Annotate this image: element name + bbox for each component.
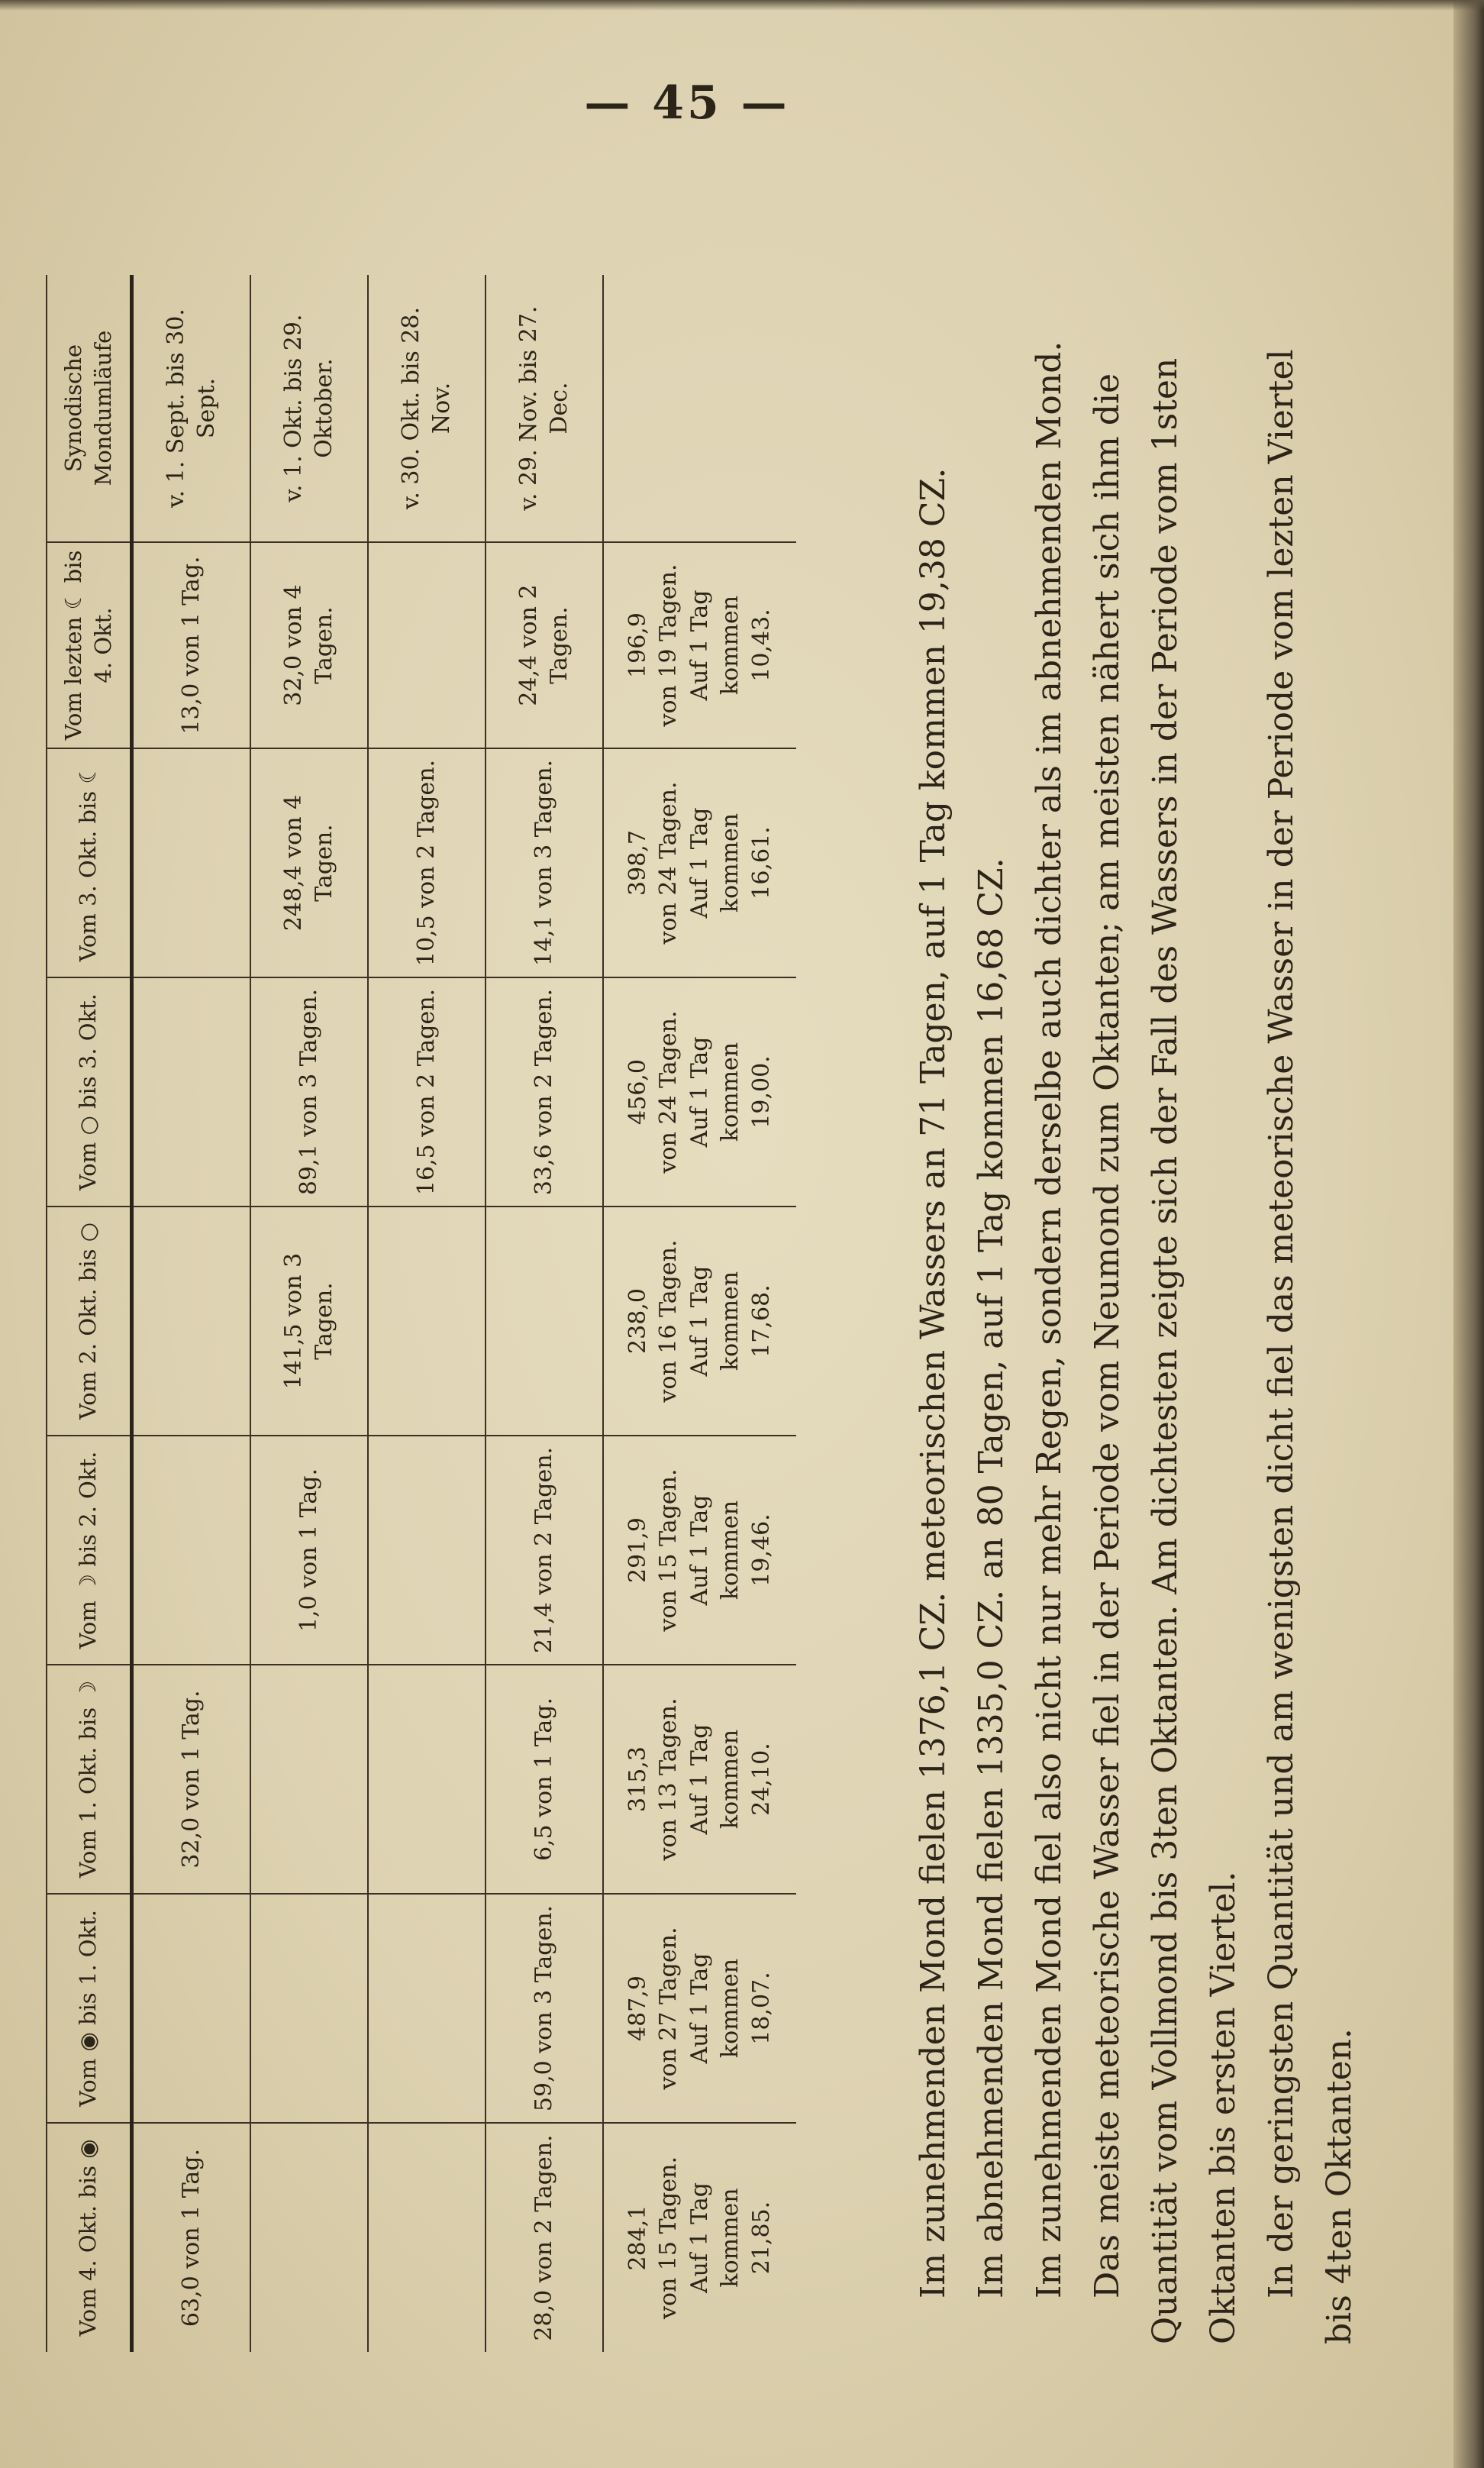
table-cell <box>250 1894 368 2123</box>
total-days: von 15 Tagen. <box>655 1468 682 1632</box>
table-cell <box>250 2123 368 2352</box>
per-day-value: 21,85. <box>747 2201 775 2275</box>
column-header: Vom ☽ bis 2. Okt. <box>47 1436 132 1665</box>
table-cell <box>132 977 251 1207</box>
table-cell: 10,5 von 2 Tagen. <box>368 748 486 977</box>
per-day-value: 16,61. <box>747 826 775 900</box>
table-cell: 21,4 von 2 Tagen. <box>486 1436 603 1665</box>
per-day-value: 19,46. <box>747 1513 775 1587</box>
total-amount: 196,9 <box>624 612 651 678</box>
table-cell: 141,5 von 3 Tagen. <box>250 1207 368 1436</box>
table-cell <box>132 1436 251 1665</box>
page-edge <box>1453 0 1484 2468</box>
table-cell: 28,0 von 2 Tagen. <box>486 2123 603 2352</box>
period-cell: v. 1. Sept. bis 30. Sept. <box>132 275 251 542</box>
total-cell <box>603 1894 796 2123</box>
total-days: von 24 Tagen. <box>655 1010 682 1174</box>
table-cell <box>368 1207 486 1436</box>
total-days: von 13 Tagen. <box>655 1698 682 1861</box>
text-line: Quantität vom Vollmond bis 3ten Oktanten. Am dichtesten zeigte sich der Fall des Wassers in der Periode vom 1sten <box>1146 357 1185 2344</box>
rotated-content <box>46 168 1405 2352</box>
table-cell <box>368 2123 486 2352</box>
total-days: von 16 Tagen. <box>655 1239 682 1403</box>
table-cell <box>368 542 486 748</box>
per-day-label: Auf 1 Tag kommen <box>686 590 744 701</box>
per-day-label: Auf 1 Tag kommen <box>686 1953 744 2064</box>
text-line: Im zunehmenden Mond fielen 1376,1 CZ. meteorischen Wassers an 71 Tagen, auf 1 Tag kommen 19,38 CZ. <box>914 467 953 2298</box>
table-row <box>250 275 368 2352</box>
per-day-value: 18,07. <box>747 1972 775 2045</box>
column-header: Vom 4. Okt. bis ◉ <box>47 2123 132 2352</box>
column-header: Vom ◉ bis 1. Okt. <box>47 1894 132 2123</box>
table-cell <box>132 1894 251 2123</box>
column-header-synodic: Synodische Mondumläufe <box>47 275 132 542</box>
table-cell: 89,1 von 3 Tagen. <box>250 977 368 1207</box>
table-cell: 14,1 von 3 Tagen. <box>486 748 603 977</box>
column-header: Vom 3. Okt. bis ☾ <box>47 748 132 977</box>
text-line: In der geringsten Quantität und am wenigsten dicht fiel das meteorische Wasser in der Periode vom lezten Viertel <box>1262 349 1301 2298</box>
per-day-label: Auf 1 Tag kommen <box>686 807 744 919</box>
table-cell <box>132 1207 251 1436</box>
per-day-value: 24,10. <box>747 1743 775 1816</box>
total-amount: 238,0 <box>624 1288 651 1354</box>
table-cell <box>368 1665 486 1894</box>
empty-cell <box>603 275 796 542</box>
column-header: Vom 2. Okt. bis ○ <box>47 1207 132 1436</box>
text-line: bis 4ten Oktanten. <box>1320 2028 1359 2344</box>
table-cell <box>368 1894 486 2123</box>
total-cell <box>603 748 796 977</box>
table-row <box>368 275 486 2352</box>
observation-table <box>46 275 796 2352</box>
table-cell <box>486 1207 603 1436</box>
column-header: Vom lezten ☾ bis 4. Okt. <box>47 542 132 748</box>
per-day-label: Auf 1 Tag kommen <box>686 1265 744 1377</box>
table-cell: 32,0 von 1 Tag. <box>132 1665 251 1894</box>
table-row <box>486 275 603 2352</box>
table-cell: 6,5 von 1 Tag. <box>486 1665 603 1894</box>
total-cell <box>603 2123 796 2352</box>
per-day-value: 19,00. <box>747 1055 775 1129</box>
total-amount: 398,7 <box>624 830 651 896</box>
per-day-value: 10,43. <box>747 609 775 682</box>
totals-row <box>603 275 796 2352</box>
page-number: — 45 — <box>584 76 790 130</box>
table-cell: 33,6 von 2 Tagen. <box>486 977 603 1207</box>
column-header: Vom 1. Okt. bis ☽ <box>47 1665 132 1894</box>
table-header-row <box>47 275 132 2352</box>
column-header: Vom ○ bis 3. Okt. <box>47 977 132 1207</box>
body-text <box>905 237 1369 2344</box>
per-day-label: Auf 1 Tag kommen <box>686 2182 744 2294</box>
text-line: Im zunehmenden Mond fiel also nicht nur mehr Regen, sondern derselbe auch dichter als im abnehmenden Mond. <box>1030 341 1069 2298</box>
total-days: von 27 Tagen. <box>655 1927 682 2090</box>
table-cell: 248,4 von 4 Tagen. <box>250 748 368 977</box>
table-cell: 13,0 von 1 Tag. <box>132 542 251 748</box>
period-cell: v. 30. Okt. bis 28. Nov. <box>368 275 486 542</box>
total-days: von 15 Tagen. <box>655 2156 682 2319</box>
text-line: Im abnehmenden Mond fielen 1335,0 CZ. an 80 Tagen, auf 1 Tag kommen 16,68 CZ. <box>972 858 1011 2298</box>
text-line: Das meiste meteorische Wasser fiel in der Periode vom Neumond zum Oktanten; am meisten nähert sich ihm die <box>1088 373 1127 2298</box>
total-amount: 291,9 <box>624 1517 651 1583</box>
table-cell: 24,4 von 2 Tagen. <box>486 542 603 748</box>
per-day-label: Auf 1 Tag kommen <box>686 1494 744 1606</box>
total-cell <box>603 1436 796 1665</box>
total-cell <box>603 542 796 748</box>
table-cell <box>368 1436 486 1665</box>
total-amount: 456,0 <box>624 1059 651 1125</box>
per-day-label: Auf 1 Tag kommen <box>686 1036 744 1148</box>
table-row <box>132 275 251 2352</box>
text-line: Oktanten bis ersten Viertel. <box>1204 1871 1243 2344</box>
table-cell: 59,0 von 3 Tagen. <box>486 1894 603 2123</box>
total-cell <box>603 1207 796 1436</box>
table-cell: 1,0 von 1 Tag. <box>250 1436 368 1665</box>
total-amount: 487,9 <box>624 1975 651 2041</box>
table-cell <box>132 748 251 977</box>
total-amount: 315,3 <box>624 1746 651 1812</box>
table-cell: 32,0 von 4 Tagen. <box>250 542 368 748</box>
period-cell: v. 29. Nov. bis 27. Dec. <box>486 275 603 542</box>
page-top-shadow <box>0 0 1484 11</box>
period-cell: v. 1. Okt. bis 29. Oktober. <box>250 275 368 542</box>
total-cell <box>603 1665 796 1894</box>
total-days: von 19 Tagen. <box>655 564 682 727</box>
table-cell: 63,0 von 1 Tag. <box>132 2123 251 2352</box>
total-amount: 284,1 <box>624 2205 651 2271</box>
table-cell <box>250 1665 368 1894</box>
table-cell: 16,5 von 2 Tagen. <box>368 977 486 1207</box>
total-cell <box>603 977 796 1207</box>
total-days: von 24 Tagen. <box>655 781 682 945</box>
per-day-value: 17,68. <box>747 1284 775 1358</box>
per-day-label: Auf 1 Tag kommen <box>686 1723 744 1835</box>
